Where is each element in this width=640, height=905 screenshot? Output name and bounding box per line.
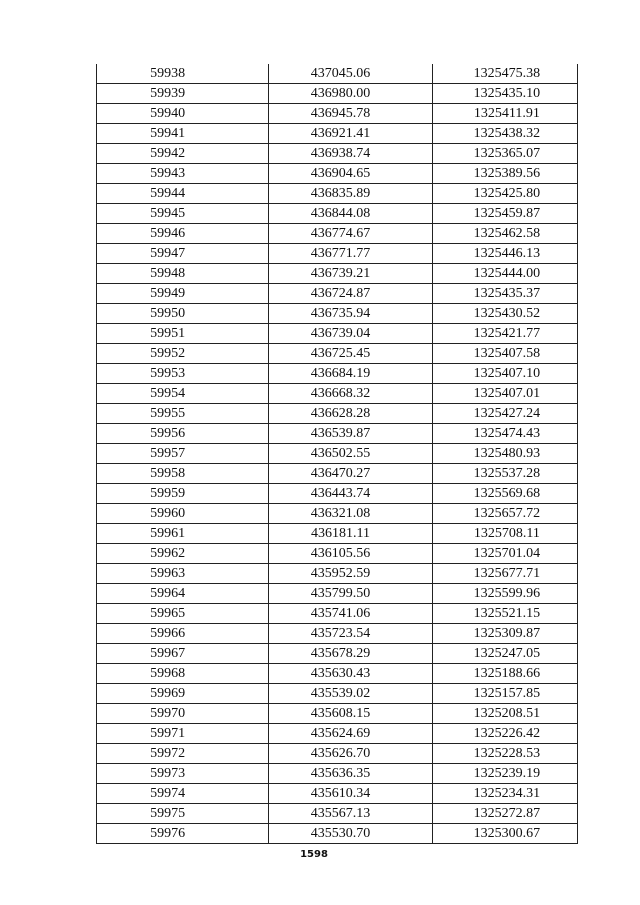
y-coordinate-cell: 1325462.58 bbox=[432, 224, 577, 244]
point-id-cell: 59954 bbox=[97, 384, 269, 404]
y-coordinate-cell: 1325521.15 bbox=[432, 604, 577, 624]
x-coordinate-cell: 436904.65 bbox=[269, 164, 432, 184]
y-coordinate-cell: 1325239.19 bbox=[432, 764, 577, 784]
x-coordinate-cell: 436945.78 bbox=[269, 104, 432, 124]
table-row bbox=[97, 64, 578, 84]
point-id-cell: 59955 bbox=[97, 404, 269, 424]
table-row bbox=[97, 724, 578, 744]
table-row bbox=[97, 444, 578, 464]
x-coordinate-cell: 436321.08 bbox=[269, 504, 432, 524]
point-id-cell: 59957 bbox=[97, 444, 269, 464]
page-number: 1598 bbox=[300, 849, 328, 860]
table-row bbox=[97, 344, 578, 364]
x-coordinate-cell: 436724.87 bbox=[269, 284, 432, 304]
table-row bbox=[97, 764, 578, 784]
x-coordinate-cell: 435608.15 bbox=[269, 704, 432, 724]
x-coordinate-cell: 435741.06 bbox=[269, 604, 432, 624]
point-id-cell: 59939 bbox=[97, 84, 269, 104]
x-coordinate-cell: 436844.08 bbox=[269, 204, 432, 224]
point-id-cell: 59971 bbox=[97, 724, 269, 744]
table-row bbox=[97, 624, 578, 644]
table-row bbox=[97, 544, 578, 564]
point-id-cell: 59938 bbox=[97, 64, 269, 84]
point-id-cell: 59945 bbox=[97, 204, 269, 224]
x-coordinate-cell: 435636.35 bbox=[269, 764, 432, 784]
x-coordinate-cell: 436628.28 bbox=[269, 404, 432, 424]
y-coordinate-cell: 1325407.58 bbox=[432, 344, 577, 364]
table-row bbox=[97, 244, 578, 264]
table-row bbox=[97, 184, 578, 204]
y-coordinate-cell: 1325365.07 bbox=[432, 144, 577, 164]
point-id-cell: 59969 bbox=[97, 684, 269, 704]
y-coordinate-cell: 1325407.10 bbox=[432, 364, 577, 384]
table-row bbox=[97, 804, 578, 824]
table-row bbox=[97, 524, 578, 544]
point-id-cell: 59943 bbox=[97, 164, 269, 184]
table-row bbox=[97, 104, 578, 124]
y-coordinate-cell: 1325459.87 bbox=[432, 204, 577, 224]
point-id-cell: 59958 bbox=[97, 464, 269, 484]
point-id-cell: 59973 bbox=[97, 764, 269, 784]
point-id-cell: 59976 bbox=[97, 824, 269, 844]
table-row bbox=[97, 504, 578, 524]
y-coordinate-cell: 1325309.87 bbox=[432, 624, 577, 644]
point-id-cell: 59944 bbox=[97, 184, 269, 204]
y-coordinate-cell: 1325188.66 bbox=[432, 664, 577, 684]
y-coordinate-cell: 1325537.28 bbox=[432, 464, 577, 484]
table-row bbox=[97, 464, 578, 484]
y-coordinate-cell: 1325444.00 bbox=[432, 264, 577, 284]
point-id-cell: 59953 bbox=[97, 364, 269, 384]
y-coordinate-cell: 1325389.56 bbox=[432, 164, 577, 184]
y-coordinate-cell: 1325677.71 bbox=[432, 564, 577, 584]
x-coordinate-cell: 436739.21 bbox=[269, 264, 432, 284]
table-row bbox=[97, 284, 578, 304]
point-id-cell: 59970 bbox=[97, 704, 269, 724]
x-coordinate-cell: 435539.02 bbox=[269, 684, 432, 704]
table-row bbox=[97, 484, 578, 504]
x-coordinate-cell: 436443.74 bbox=[269, 484, 432, 504]
point-id-cell: 59960 bbox=[97, 504, 269, 524]
point-id-cell: 59946 bbox=[97, 224, 269, 244]
y-coordinate-cell: 1325228.53 bbox=[432, 744, 577, 764]
table-row bbox=[97, 364, 578, 384]
x-coordinate-cell: 436735.94 bbox=[269, 304, 432, 324]
table-row bbox=[97, 384, 578, 404]
y-coordinate-cell: 1325421.77 bbox=[432, 324, 577, 344]
point-id-cell: 59963 bbox=[97, 564, 269, 584]
table-row bbox=[97, 164, 578, 184]
x-coordinate-cell: 436980.00 bbox=[269, 84, 432, 104]
point-id-cell: 59967 bbox=[97, 644, 269, 664]
table-row bbox=[97, 604, 578, 624]
x-coordinate-cell: 435678.29 bbox=[269, 644, 432, 664]
table-row bbox=[97, 424, 578, 444]
y-coordinate-cell: 1325438.32 bbox=[432, 124, 577, 144]
point-id-cell: 59962 bbox=[97, 544, 269, 564]
y-coordinate-cell: 1325446.13 bbox=[432, 244, 577, 264]
x-coordinate-cell: 436105.56 bbox=[269, 544, 432, 564]
x-coordinate-cell: 436470.27 bbox=[269, 464, 432, 484]
x-coordinate-cell: 437045.06 bbox=[269, 64, 432, 84]
x-coordinate-cell: 435630.43 bbox=[269, 664, 432, 684]
y-coordinate-cell: 1325435.37 bbox=[432, 284, 577, 304]
table-row bbox=[97, 584, 578, 604]
point-id-cell: 59965 bbox=[97, 604, 269, 624]
table-row bbox=[97, 664, 578, 684]
coordinate-table bbox=[96, 64, 578, 844]
table-row bbox=[97, 744, 578, 764]
table-row bbox=[97, 704, 578, 724]
y-coordinate-cell: 1325435.10 bbox=[432, 84, 577, 104]
x-coordinate-cell: 436774.67 bbox=[269, 224, 432, 244]
x-coordinate-cell: 436539.87 bbox=[269, 424, 432, 444]
y-coordinate-cell: 1325407.01 bbox=[432, 384, 577, 404]
table-row bbox=[97, 564, 578, 584]
x-coordinate-cell: 436938.74 bbox=[269, 144, 432, 164]
table-row bbox=[97, 644, 578, 664]
x-coordinate-cell: 436684.19 bbox=[269, 364, 432, 384]
y-coordinate-cell: 1325701.04 bbox=[432, 544, 577, 564]
x-coordinate-cell: 435952.59 bbox=[269, 564, 432, 584]
y-coordinate-cell: 1325475.38 bbox=[432, 64, 577, 84]
x-coordinate-cell: 436502.55 bbox=[269, 444, 432, 464]
table-row bbox=[97, 204, 578, 224]
point-id-cell: 59942 bbox=[97, 144, 269, 164]
point-id-cell: 59974 bbox=[97, 784, 269, 804]
y-coordinate-cell: 1325569.68 bbox=[432, 484, 577, 504]
y-coordinate-cell: 1325208.51 bbox=[432, 704, 577, 724]
point-id-cell: 59956 bbox=[97, 424, 269, 444]
x-coordinate-cell: 436771.77 bbox=[269, 244, 432, 264]
x-coordinate-cell: 435626.70 bbox=[269, 744, 432, 764]
point-id-cell: 59940 bbox=[97, 104, 269, 124]
x-coordinate-cell: 435624.69 bbox=[269, 724, 432, 744]
y-coordinate-cell: 1325657.72 bbox=[432, 504, 577, 524]
y-coordinate-cell: 1325430.52 bbox=[432, 304, 577, 324]
x-coordinate-cell: 435567.13 bbox=[269, 804, 432, 824]
y-coordinate-cell: 1325425.80 bbox=[432, 184, 577, 204]
table-row bbox=[97, 264, 578, 284]
point-id-cell: 59968 bbox=[97, 664, 269, 684]
point-id-cell: 59964 bbox=[97, 584, 269, 604]
coordinate-table-body bbox=[97, 64, 578, 844]
point-id-cell: 59966 bbox=[97, 624, 269, 644]
y-coordinate-cell: 1325411.91 bbox=[432, 104, 577, 124]
point-id-cell: 59948 bbox=[97, 264, 269, 284]
x-coordinate-cell: 435723.54 bbox=[269, 624, 432, 644]
y-coordinate-cell: 1325247.05 bbox=[432, 644, 577, 664]
point-id-cell: 59952 bbox=[97, 344, 269, 364]
x-coordinate-cell: 436725.45 bbox=[269, 344, 432, 364]
y-coordinate-cell: 1325708.11 bbox=[432, 524, 577, 544]
x-coordinate-cell: 436668.32 bbox=[269, 384, 432, 404]
x-coordinate-cell: 435610.34 bbox=[269, 784, 432, 804]
table-row bbox=[97, 404, 578, 424]
x-coordinate-cell: 436835.89 bbox=[269, 184, 432, 204]
table-row bbox=[97, 124, 578, 144]
table-row bbox=[97, 684, 578, 704]
table-row bbox=[97, 84, 578, 104]
point-id-cell: 59941 bbox=[97, 124, 269, 144]
y-coordinate-cell: 1325226.42 bbox=[432, 724, 577, 744]
table-row bbox=[97, 304, 578, 324]
x-coordinate-cell: 435530.70 bbox=[269, 824, 432, 844]
point-id-cell: 59949 bbox=[97, 284, 269, 304]
x-coordinate-cell: 436739.04 bbox=[269, 324, 432, 344]
point-id-cell: 59950 bbox=[97, 304, 269, 324]
x-coordinate-cell: 435799.50 bbox=[269, 584, 432, 604]
y-coordinate-cell: 1325234.31 bbox=[432, 784, 577, 804]
table-row bbox=[97, 824, 578, 844]
table-row bbox=[97, 144, 578, 164]
x-coordinate-cell: 436921.41 bbox=[269, 124, 432, 144]
y-coordinate-cell: 1325300.67 bbox=[432, 824, 577, 844]
point-id-cell: 59972 bbox=[97, 744, 269, 764]
point-id-cell: 59959 bbox=[97, 484, 269, 504]
y-coordinate-cell: 1325272.87 bbox=[432, 804, 577, 824]
y-coordinate-cell: 1325474.43 bbox=[432, 424, 577, 444]
y-coordinate-cell: 1325480.93 bbox=[432, 444, 577, 464]
point-id-cell: 59961 bbox=[97, 524, 269, 544]
y-coordinate-cell: 1325157.85 bbox=[432, 684, 577, 704]
y-coordinate-cell: 1325599.96 bbox=[432, 584, 577, 604]
point-id-cell: 59975 bbox=[97, 804, 269, 824]
table-row bbox=[97, 324, 578, 344]
table-row bbox=[97, 784, 578, 804]
point-id-cell: 59951 bbox=[97, 324, 269, 344]
y-coordinate-cell: 1325427.24 bbox=[432, 404, 577, 424]
table-row bbox=[97, 224, 578, 244]
x-coordinate-cell: 436181.11 bbox=[269, 524, 432, 544]
point-id-cell: 59947 bbox=[97, 244, 269, 264]
